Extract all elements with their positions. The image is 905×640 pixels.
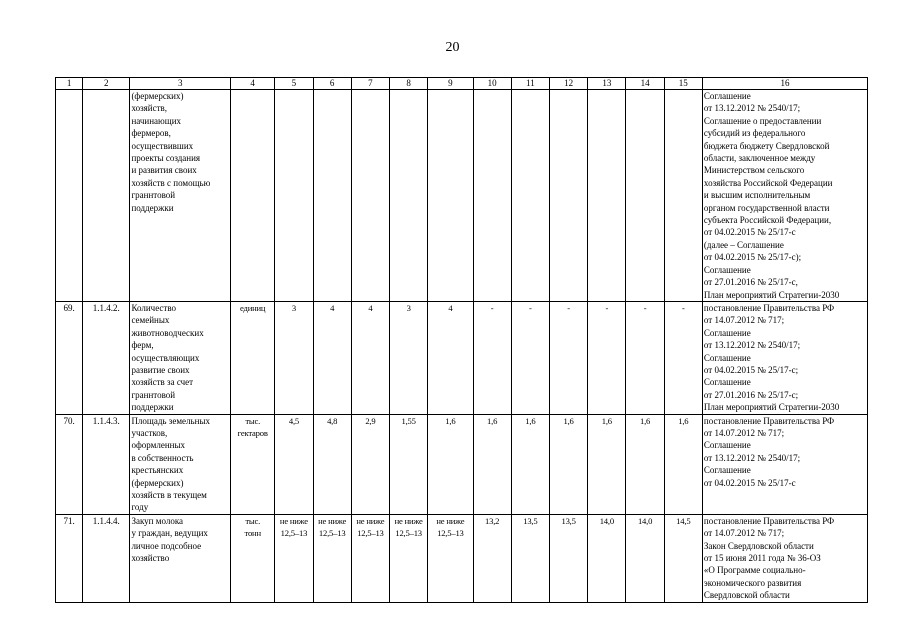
column-header: 2 [83,78,130,90]
value-cell: не ниже 12,5–13 [313,514,351,602]
value-cell [664,90,702,302]
table-row [56,301,868,414]
value-cell: 13,5 [511,514,549,602]
indicator-name: (фермерских) хозяйств, начинающих фермеров, осуществивших проекты создания и развития своих хозяйств с помощью граннтовой поддержки [130,90,231,302]
column-header: 4 [231,78,275,90]
row-number [56,90,83,302]
table-row [56,90,868,302]
value-cell: не ниже 12,5–13 [390,514,428,602]
column-header: 8 [390,78,428,90]
value-cell [390,90,428,302]
value-cell: 13,5 [549,514,587,602]
unit [231,90,275,302]
unit: тыс. гектаров [231,414,275,514]
value-cell: 14,0 [626,514,664,602]
column-header: 15 [664,78,702,90]
value-cell [549,90,587,302]
value-cell: 4 [313,301,351,414]
column-header: 7 [351,78,389,90]
value-cell [313,90,351,302]
value-cell [626,90,664,302]
table-row [56,414,868,514]
source-document: постановление Правительства РФ от 14.07.2012 № 717; Соглашение от 13.12.2012 № 2540/17; Соглашение от 04.02.2015 № 25/17-с [702,414,867,514]
value-cell: 1,6 [664,414,702,514]
table-row [56,514,868,602]
row-code: 1.1.4.2. [83,301,130,414]
header-row [56,78,868,90]
row-code: 1.1.4.4. [83,514,130,602]
row-number: 70. [56,414,83,514]
column-header: 9 [428,78,473,90]
value-cell: 14,5 [664,514,702,602]
value-cell: не ниже 12,5–13 [275,514,313,602]
value-cell [428,90,473,302]
value-cell: 3 [390,301,428,414]
column-header: 13 [588,78,626,90]
page-number: 20 [445,40,460,55]
source-document: постановление Правительства РФ от 14.07.2012 № 717; Соглашение от 13.12.2012 № 2540/17; Соглашение от 04.02.2015 № 25/17-с; Соглашение от 27.01.2016 № 25/17-с; План мероприятий Стратегии-2030 [702,301,867,414]
value-cell: не ниже 12,5–13 [351,514,389,602]
row-code [83,90,130,302]
value-cell [511,90,549,302]
column-header: 16 [702,78,867,90]
value-cell: 13,2 [473,514,511,602]
value-cell: - [588,301,626,414]
column-header: 11 [511,78,549,90]
column-header: 1 [56,78,83,90]
indicator-name: Количество семейных животноводческих ферм, осуществляющих развитие своих хозяйств за счет граннтовой поддержки [130,301,231,414]
value-cell: - [473,301,511,414]
value-cell [351,90,389,302]
row-code: 1.1.4.3. [83,414,130,514]
value-cell [473,90,511,302]
row-number: 69. [56,301,83,414]
column-header: 3 [130,78,231,90]
unit: единиц [231,301,275,414]
value-cell: не ниже 12,5–13 [428,514,473,602]
value-cell: 1,6 [626,414,664,514]
value-cell: 1,6 [428,414,473,514]
column-header: 5 [275,78,313,90]
value-cell: - [626,301,664,414]
value-cell: 1,6 [588,414,626,514]
value-cell: - [549,301,587,414]
value-cell: 4,5 [275,414,313,514]
value-cell: 1,55 [390,414,428,514]
source-document: постановление Правительства РФ от 14.07.2012 № 717; Закон Свердловской области от 15 июня 2011 года № 36-ОЗ «О Программе социально- экономического развития Свердловской области [702,514,867,602]
value-cell [588,90,626,302]
value-cell [275,90,313,302]
column-header: 10 [473,78,511,90]
value-cell: 4,8 [313,414,351,514]
indicator-name: Закуп молока у граждан, ведущих личное подсобное хозяйство [130,514,231,602]
unit: тыс. тонн [231,514,275,602]
value-cell: 4 [428,301,473,414]
value-cell: 1,6 [549,414,587,514]
column-header: 14 [626,78,664,90]
value-cell: 3 [275,301,313,414]
value-cell: 1,6 [511,414,549,514]
indicator-name: Площадь земельных участков, оформленных в собственность крестьянских (фермерских) хозяйств в текущем году [130,414,231,514]
value-cell: 2,9 [351,414,389,514]
source-document: Соглашение от 13.12.2012 № 2540/17; Соглашение о предоставлении субсидий из федерального бюджета бюджету Свердловской области, заключенное между Министерством сельского хозяйства Российской Федерации и высшим исполнительным органом государственной власти субъекта Российской Федерации, от 04.02.2015 № 25/17-с (далее – Соглашение от 04.02.2015 № 25/17-с); Соглашение от 27.01.2016 № 25/17-с, План мероприятий Стратегии-2030 [702,90,867,302]
column-header: 6 [313,78,351,90]
value-cell: 14,0 [588,514,626,602]
column-header: 12 [549,78,587,90]
value-cell: 1,6 [473,414,511,514]
value-cell: - [511,301,549,414]
indicators-table [55,77,868,603]
value-cell: - [664,301,702,414]
value-cell: 4 [351,301,389,414]
row-number: 71. [56,514,83,602]
